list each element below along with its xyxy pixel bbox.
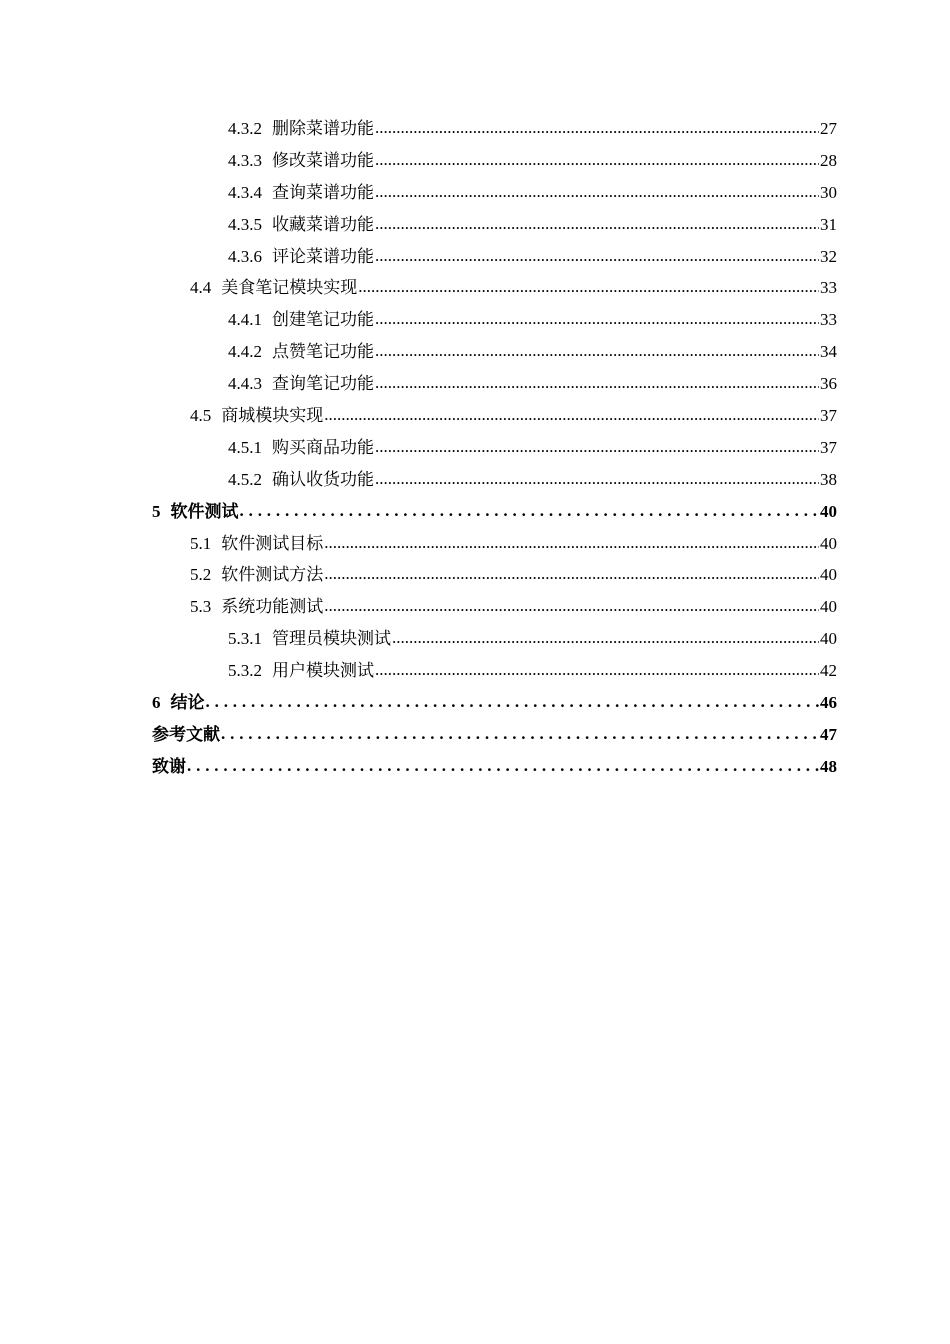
toc-entry[interactable]: [152, 114, 837, 146]
toc-entry-number: 4.3.2: [228, 119, 262, 138]
dot-leader: [375, 182, 819, 202]
toc-entry-page: 32: [820, 246, 837, 266]
toc-entry-number: 5.2: [190, 565, 212, 585]
toc-entry[interactable]: [152, 433, 837, 465]
toc-entry-page: 48: [820, 756, 837, 776]
toc-entry-number: 4.3.6: [228, 246, 262, 266]
toc-entry-title: 收藏菜谱功能: [272, 214, 374, 234]
toc-entry-page: 33: [820, 310, 837, 330]
dot-leader: [206, 692, 820, 712]
toc-entry-title: 修改菜谱功能: [272, 150, 374, 170]
toc-entry-title: 美食笔记模块实现: [221, 278, 358, 298]
dot-leader: [375, 341, 819, 361]
toc-entry-page: 42: [820, 661, 837, 681]
toc-entry[interactable]: [152, 242, 837, 274]
dot-leader: [358, 277, 819, 297]
toc-entry-number: 4.4.3: [228, 374, 262, 394]
toc-entry-number: 6: [152, 693, 161, 713]
toc-entry-number: 4.4: [190, 278, 212, 298]
toc-entry-page: 37: [820, 406, 837, 426]
toc-entry-page: 30: [820, 182, 837, 202]
toc-entry-number: 4.5: [190, 406, 212, 426]
dot-leader: [324, 596, 819, 616]
dot-leader: [375, 309, 819, 329]
toc-entry-page: 40: [820, 629, 837, 649]
toc-entry-title: 软件测试目标: [221, 533, 324, 553]
dot-leader: [375, 469, 819, 489]
toc-entry-number: 5.3.2: [228, 661, 262, 681]
toc-entry[interactable]: [152, 273, 837, 305]
dot-leader: [392, 628, 819, 648]
toc-entry-page: 47: [820, 724, 837, 744]
dot-leader: [221, 724, 819, 744]
toc-entry-title: 软件测试: [170, 501, 239, 521]
toc-entry[interactable]: [152, 560, 837, 592]
toc-entry-title: 商城模块实现: [221, 406, 324, 426]
toc-entry-title: 管理员模块测试: [272, 629, 391, 649]
dot-leader: [375, 214, 819, 234]
dot-leader: [187, 756, 819, 776]
toc-entry-page: 31: [820, 214, 837, 234]
toc-entry[interactable]: [152, 178, 837, 210]
toc-entry-title: 点赞笔记功能: [272, 342, 374, 362]
toc-entry-page: 34: [820, 342, 837, 362]
dot-leader: [375, 660, 819, 680]
toc-entry-page: 33: [820, 278, 837, 298]
toc-entry[interactable]: [152, 305, 837, 337]
toc-entry-page: 28: [820, 150, 837, 170]
table-of-contents: [152, 114, 837, 784]
toc-entry[interactable]: [152, 146, 837, 178]
toc-entry-page: 38: [820, 469, 837, 489]
toc-entry-page: 46: [820, 693, 837, 713]
dot-leader: [240, 501, 820, 521]
toc-entry-number: 4.5.1: [228, 437, 262, 457]
toc-entry[interactable]: [152, 369, 837, 401]
dot-leader: [375, 373, 819, 393]
toc-entry-title: 删除菜谱功能: [272, 119, 374, 138]
toc-entry[interactable]: [152, 624, 837, 656]
toc-entry-title: 查询笔记功能: [272, 374, 374, 394]
toc-entry-page: 27: [820, 119, 837, 138]
toc-entry-number: 4.5.2: [228, 469, 262, 489]
dot-leader: [324, 564, 819, 584]
toc-chapter-entry[interactable]: [152, 720, 837, 752]
toc-entry-number: 4.3.5: [228, 214, 262, 234]
toc-entry-number: 4.3.4: [228, 182, 262, 202]
toc-entry-title: 用户模块测试: [272, 661, 374, 681]
toc-entry-page: 40: [820, 501, 837, 521]
toc-entry[interactable]: [152, 656, 837, 688]
toc-entry-number: 5: [152, 501, 161, 521]
toc-chapter-entry[interactable]: [152, 497, 837, 529]
dot-leader: [375, 437, 819, 457]
toc-entry-number: 4.3.3: [228, 150, 262, 170]
toc-entry-page: 40: [820, 597, 837, 617]
dot-leader: [375, 150, 819, 170]
toc-entry[interactable]: [152, 210, 837, 242]
toc-entry-title: 致谢: [152, 756, 186, 776]
toc-entry-title: 查询菜谱功能: [272, 182, 374, 202]
toc-entry-title: 结论: [170, 693, 205, 713]
toc-entry-title: 软件测试方法: [221, 565, 324, 585]
toc-entry-title: 评论菜谱功能: [272, 246, 374, 266]
toc-entry-title: 确认收货功能: [272, 469, 374, 489]
dot-leader: [375, 246, 819, 266]
toc-entry-number: 5.3: [190, 597, 212, 617]
dot-leader: [324, 405, 819, 425]
toc-entry[interactable]: [152, 529, 837, 561]
toc-chapter-entry[interactable]: [152, 752, 837, 784]
toc-entry-page: 36: [820, 374, 837, 394]
toc-entry-number: 4.4.2: [228, 342, 262, 362]
toc-entry-title: 系统功能测试: [221, 597, 324, 617]
toc-entry-title: 创建笔记功能: [272, 310, 374, 330]
toc-entry-number: 5.3.1: [228, 629, 262, 649]
toc-entry[interactable]: [152, 401, 837, 433]
toc-entry-title: 参考文献: [152, 724, 220, 744]
toc-entry-page: 40: [820, 565, 837, 585]
toc-entry-number: 4.4.1: [228, 310, 262, 330]
toc-entry[interactable]: [152, 592, 837, 624]
dot-leader: [324, 533, 819, 553]
dot-leader: [375, 118, 819, 138]
toc-chapter-entry[interactable]: [152, 688, 837, 720]
toc-entry[interactable]: [152, 337, 837, 369]
toc-entry-page: 40: [820, 533, 837, 553]
toc-entry-number: 5.1: [190, 533, 212, 553]
toc-entry[interactable]: [152, 465, 837, 497]
toc-entry-page: 37: [820, 437, 837, 457]
toc-entry-title: 购买商品功能: [272, 437, 374, 457]
